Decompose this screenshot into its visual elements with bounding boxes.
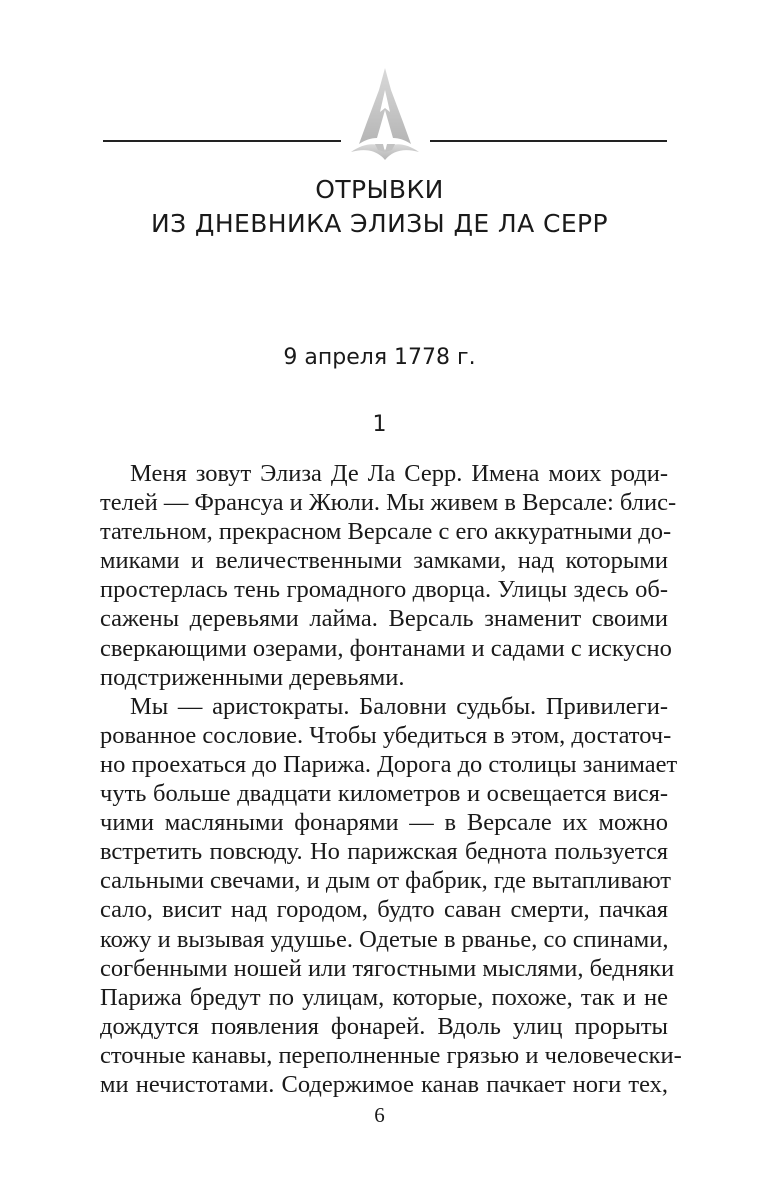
chapter-header-ornament	[0, 60, 759, 180]
text-line: Мы — аристократы. Баловни судьбы. Привилеги-	[130, 692, 668, 720]
text-line: миками и величественными замками, над которыми	[100, 547, 668, 575]
text-line: кожу и вызывая удушье. Одетые в рванье, со спинами,	[100, 925, 669, 953]
header-rule-left	[103, 140, 341, 142]
section-number: 1	[372, 412, 387, 437]
text-line: сточные канавы, переполненные грязью и человечески-	[100, 1041, 682, 1069]
text-line: тательном, прекрасном Версале с его аккуратными до-	[100, 518, 672, 546]
text-line: сало, висит над городом, будто саван смерти, пачкая	[100, 896, 668, 924]
text-line: Парижа бредут по улицам, которые, похоже, так и не	[100, 983, 668, 1011]
chapter-title-line-2: ИЗ ДНЕВНИКА ЭЛИЗЫ ДЕ ЛА СЕРР	[151, 209, 608, 238]
text-line: чуть больше двадцати километров и освещается вися-	[100, 780, 668, 808]
header-rule-right	[430, 140, 667, 142]
text-line: телей — Франсуа и Жюли. Мы живем в Версале: блис-	[100, 489, 677, 517]
assassin-emblem-icon	[345, 60, 425, 168]
text-line: чими масляными фонарями — в Версале их можно	[100, 809, 668, 837]
text-line: сальными свечами, и дым от фабрик, где вытапливают	[100, 867, 672, 895]
text-line: простерлась тень громадного дворца. Улицы здесь об-	[100, 576, 668, 604]
text-line: рованное сословие. Чтобы убедиться в этом, достаточ-	[100, 721, 672, 749]
text-line: сверкающими озерами, фонтанами и садами с искусно	[100, 634, 672, 662]
body-text	[100, 459, 682, 1099]
entry-date: 9 апреля 1778 г.	[283, 345, 476, 370]
text-line: дождутся появления фонарей. Вдоль улиц прорыты	[100, 1012, 668, 1040]
text-line: сажены деревьями лайма. Версаль знаменит своими	[100, 605, 668, 633]
chapter-title-line-1: ОТРЫВКИ	[315, 175, 444, 204]
text-line: встретить повсюду. Но парижская беднота пользуется	[100, 838, 668, 866]
text-line: согбенными ношей или тягостными мыслями, бедняки	[100, 954, 675, 982]
text-line: подстриженными деревьями.	[100, 663, 405, 691]
page-number: 6	[374, 1103, 385, 1127]
text-line: но проехаться до Парижа. Дорога до столицы занимает	[100, 750, 678, 778]
text-line: ми нечистотами. Содержимое канав пачкает ноги тех,	[100, 1070, 668, 1098]
text-line: Меня зовут Элиза Де Ла Серр. Имена моих роди-	[130, 460, 668, 487]
